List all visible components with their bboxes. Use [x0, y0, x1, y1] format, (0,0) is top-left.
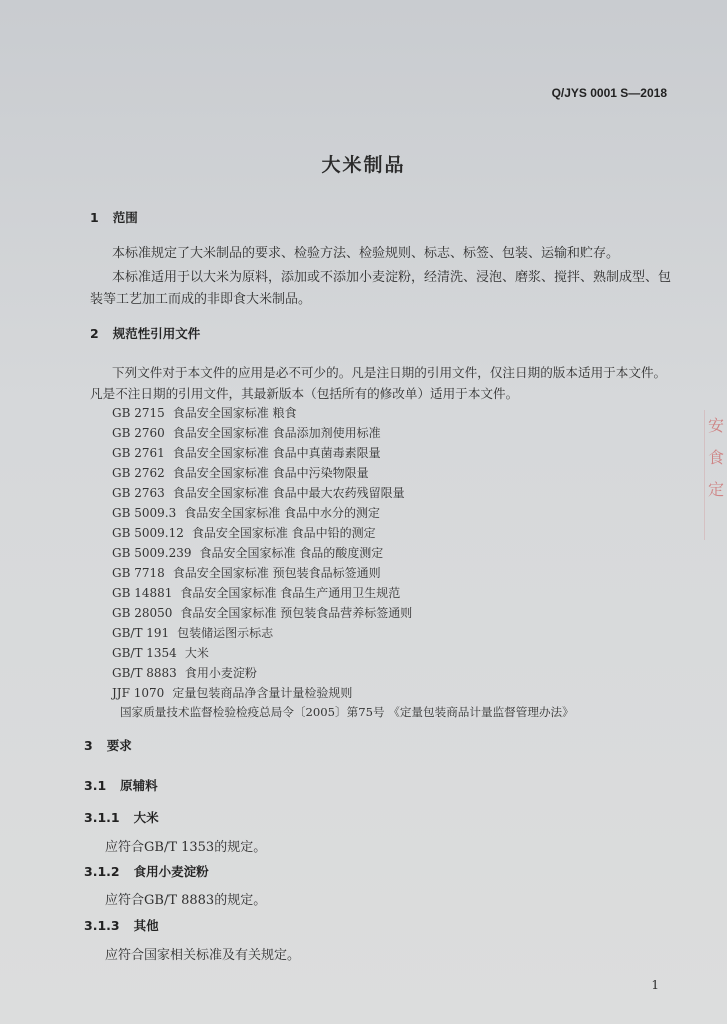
reference-code: GB/T 8883 [112, 666, 177, 680]
reference-code: GB 2763 [112, 486, 165, 500]
reference-title: 食品安全国家标准 食品中水分的测定 [184, 506, 381, 520]
paragraph: 应符合GB/T 8883的规定。 [105, 893, 267, 908]
reference-item [112, 684, 352, 701]
page-number: 1 [651, 978, 659, 992]
section-number: 3.1.1 [84, 810, 120, 825]
reference-title: 食品安全国家标准 食品中污染物限量 [172, 466, 369, 480]
reference-item [112, 524, 376, 541]
section-heading-normative-references [90, 324, 200, 342]
reference-code: GB 28050 [112, 606, 173, 620]
reference-item [112, 644, 209, 661]
reference-title: 食用小麦淀粉 [184, 666, 257, 680]
section-heading-rice [84, 808, 159, 826]
reference-title: 食品安全国家标准 食品生产通用卫生规范 [180, 586, 401, 600]
section-heading-requirements [84, 736, 132, 754]
reference-title: 大米 [184, 646, 209, 660]
reference-title: 食品安全国家标准 粮食 [172, 406, 297, 420]
section-number: 3 [84, 738, 93, 753]
reference-item [112, 424, 381, 441]
reference-title: 国家质量技术监督检验检疫总局令〔2005〕第75号 《定量包装商品计量监督管理办法》 [120, 705, 574, 719]
reference-code: GB 2760 [112, 426, 165, 440]
reference-code: GB 5009.3 [112, 506, 177, 520]
section-number: 3.1 [84, 778, 107, 793]
reference-code: GB 14881 [112, 586, 173, 600]
section-title: 其他 [133, 918, 159, 933]
section-title: 大米 [133, 810, 159, 825]
reference-title: 食品安全国家标准 食品的酸度测定 [199, 546, 384, 560]
reference-title: 食品安全国家标准 食品中最大农药残留限量 [172, 486, 405, 500]
section-title: 范围 [112, 210, 138, 225]
section-title: 原辅料 [120, 778, 158, 793]
reference-code: GB/T 191 [112, 626, 170, 640]
reference-item [112, 704, 574, 720]
seal-stamp: 安 食 定 [704, 410, 727, 540]
paragraph: 本标准规定了大米制品的要求、检验方法、检验规则、标志、标签、包装、运输和贮存。 [112, 246, 620, 261]
reference-item [112, 664, 257, 681]
section-number: 1 [90, 210, 99, 225]
page-title: 大米制品 [321, 154, 406, 176]
section-heading-wheat-starch [84, 862, 209, 880]
reference-item [112, 584, 400, 601]
paragraph: 装等工艺加工而成的非即食大米制品。 [90, 292, 312, 307]
reference-title: 定量包装商品净含量计量检验规则 [172, 686, 353, 700]
reference-item [112, 484, 405, 501]
paragraph: 应符合GB/T 1353的规定。 [105, 840, 267, 855]
reference-title: 食品安全国家标准 食品中铅的测定 [191, 526, 376, 540]
reference-item [112, 544, 383, 561]
reference-title: 食品安全国家标准 食品添加剂使用标准 [172, 426, 381, 440]
section-title: 要求 [106, 738, 132, 753]
reference-title: 食品安全国家标准 预包装食品营养标签通则 [180, 606, 413, 620]
section-number: 2 [90, 326, 99, 341]
paragraph: 应符合国家相关标准及有关规定。 [105, 948, 301, 963]
reference-item [112, 604, 412, 621]
reference-title: 包装储运图示标志 [177, 626, 274, 640]
section-title: 规范性引用文件 [112, 326, 201, 341]
reference-item [112, 564, 381, 581]
paragraph: 本标准适用于以大米为原料，添加或不添加小麦淀粉，经清洗、浸泡、磨浆、搅拌、熟制成型、包 [112, 270, 672, 285]
document-code: Q/JYS 0001 S—2018 [551, 86, 667, 100]
reference-item [112, 464, 369, 481]
reference-title: 食品安全国家标准 食品中真菌毒素限量 [172, 446, 381, 460]
reference-item [112, 504, 380, 521]
reference-code: GB 2715 [112, 406, 165, 420]
section-heading-raw-materials [84, 776, 158, 794]
section-number: 3.1.3 [84, 918, 120, 933]
section-heading-scope [90, 208, 138, 226]
reference-code: GB 2761 [112, 446, 165, 460]
reference-title: 食品安全国家标准 预包装食品标签通则 [172, 566, 381, 580]
reference-code: GB 7718 [112, 566, 165, 580]
section-title: 食用小麦淀粉 [133, 864, 209, 879]
paragraph: 凡是不注日期的引用文件，其最新版本（包括所有的修改单）适用于本文件。 [90, 386, 519, 401]
reference-code: GB/T 1354 [112, 646, 177, 660]
reference-code: GB 5009.239 [112, 546, 192, 560]
reference-code: GB 5009.12 [112, 526, 184, 540]
reference-code: GB 2762 [112, 466, 165, 480]
section-number: 3.1.2 [84, 864, 120, 879]
reference-code: JJF 1070 [112, 686, 165, 700]
reference-item [112, 404, 297, 421]
paragraph: 下列文件对于本文件的应用是必不可少的。凡是注日期的引用文件，仅注日期的版本适用于本文件。 [112, 365, 667, 380]
section-heading-other [84, 916, 159, 934]
reference-item [112, 444, 381, 461]
reference-item [112, 624, 273, 641]
